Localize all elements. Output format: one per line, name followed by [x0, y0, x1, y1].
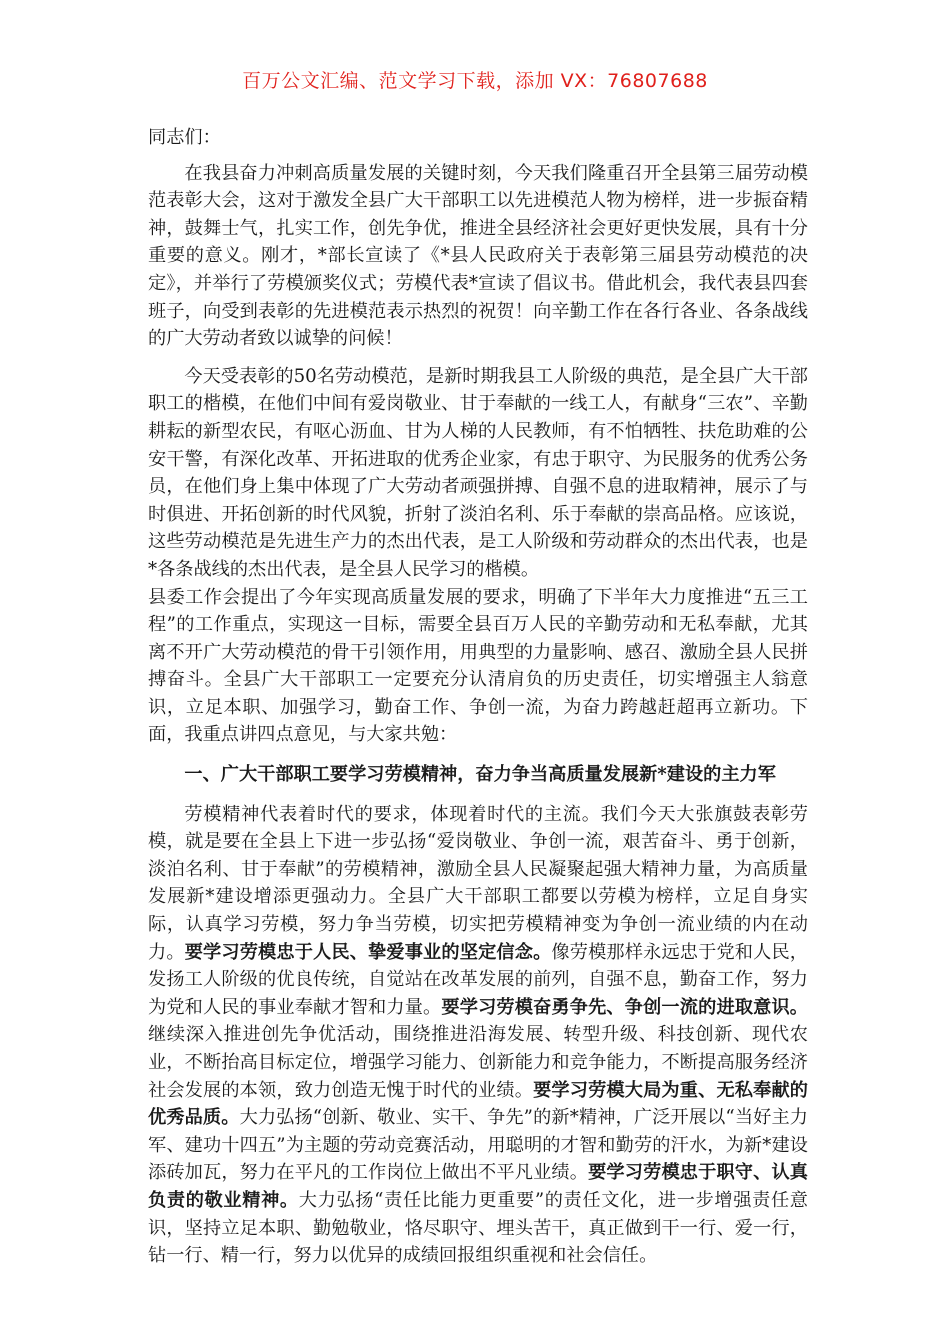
salutation: 同志们：: [148, 127, 221, 148]
watermark-header: 百万公文汇编、范文学习下载，添加 VX：76807688: [242, 70, 708, 92]
section-1-point-2-text: 继续深入推进创先争优活动，围绕推进沿海发展、转型升级、科技创新、现代农业，不断抬高目标定位，增强学习能力、创新能力和竞争能力，不断提高服务经济社会发展的本领，致力创造无愧于时代的业绩。: [148, 1024, 808, 1101]
section-1-point-3: 要学习劳模大局为重、无私奉献的优秀品质。: [148, 1079, 808, 1129]
section-1-point-1: 要学习劳模忠于人民、挚爱事业的坚定信念。: [184, 941, 552, 963]
section-1-point-1-text: 像劳模那样永远忠于党和人民，发扬工人阶级的优良传统，自觉站在改革发展的前列，自强不息，勤奋工作，努力为党和人民的事业奉献才智和力量。: [148, 941, 808, 1018]
section-1-point-4: 要学习劳模忠于职守、认真负责的敬业精神。: [148, 1162, 808, 1211]
section-1-point-4-text: 大力弘扬“责任比能力更重要”的责任文化，进一步增强责任意识，坚持立足本职、勤勉敬业，恪尽职守、埋头苦干，真正做到干一行、爱一行，钻一行、精一行，努力以优异的成绩回报组织重视和社会信任。: [148, 1189, 808, 1267]
section-1-point-3-text: 大力弘扬“创新、敬业、实干、争先”的新*精神，广泛开展以“当好主力军、建功十四五”为主题的劳动竞赛活动，用聪明的才智和勤劳的汗水，为新*建设添砖加瓦，努力在平凡的工作岗位上做出不平凡业绩。: [148, 1107, 808, 1184]
paragraph-opening: 在我县奋力冲刺高质量发展的关键时刻，今天我们隆重召开全县第三届劳动模范表彰大会，这对于激发全县广大干部职工以先进模范人物为榜样，进一步振奋精神，鼓舞士气，扎实工作，创先争优，推进全县经济社会更好更快发展，具有十分重要的意义。刚才，*部长宣读了《*县人民政府关于表彰第三届县劳动模范的决定》，并举行了劳模颁奖仪式；劳模代表*宣读了倡议书。借此机会，我代表县四套班子，向受到表彰的先进模范表示热烈的祝贺！向辛勤工作在各行各业、各条战线的广大劳动者致以诚挚的问候！: [148, 162, 808, 350]
section-heading-1: 一、广大干部职工要学习劳模精神，奋力争当高质量发展新*建设的主力军: [184, 764, 776, 786]
paragraph-goals: 县委工作会提出了今年实现高质量发展的要求，明确了下半年大力度推进“五三工程”的工作重点，实现这一目标，需要全县百万人民的辛勤劳动和无私奉献，尤其离不开广大劳动模范的骨干引领作用，用典型的力量影响、感召、激励全县人民拼搏奋斗。全县广大干部职工一定要充分认清肩负的历史责任，切实增强主人翁意识，立足本职、加强学习，勤奋工作、争创一流，为奋力跨越赶超再立新功。下面，我重点讲四点意见，与大家共勉：: [148, 586, 808, 746]
section-1-point-2: 要学习劳模奋勇争先、争创一流的进取意识。: [441, 996, 808, 1018]
section-1-intro: 劳模精神代表着时代的要求，体现着时代的主流。我们今天大张旗鼓表彰劳模，就是要在全县上下进一步弘扬“爱岗敬业、争创一流，艰苦奋斗、勇于创新，淡泊名利、甘于奉献”的劳模精神，激励全县人民凝聚起强大精神力量，为高质量发展新*建设增添更强动力。全县广大干部职工都要以劳模为榜样，立足自身实际，认真学习劳模，努力争当劳模，切实把劳模精神变为争创一流业绩的内在动力。: [148, 803, 808, 963]
document-body: [148, 124, 808, 1270]
paragraph-section-1: [148, 801, 808, 1270]
paragraph-model-workers: 今天受表彰的50名劳动模范，是新时期我县工人阶级的典范，是全县广大干部职工的楷模，在他们中间有爱岗敬业、甘于奉献的一线工人，有献身“三农”、辛勤耕耘的新型农民，有呕心沥血、甘为人梯的人民教师，有不怕牺牲、扶危助难的公安干警，有深化改革、开拓进取的优秀企业家，有忠于职守、为民服务的优秀公务员，在他们身上集中体现了广大劳动者顽强拼搏、自强不息的进取精神，展示了与时俱进、开拓创新的时代风貌，折射了淡泊名利、乐于奉献的崇高品格。应该说，这些劳动模范是先进生产力的杰出代表，是工人阶级和劳动群众的杰出代表，也是*各条战线的杰出代表，是全县人民学习的楷模。: [148, 365, 808, 580]
